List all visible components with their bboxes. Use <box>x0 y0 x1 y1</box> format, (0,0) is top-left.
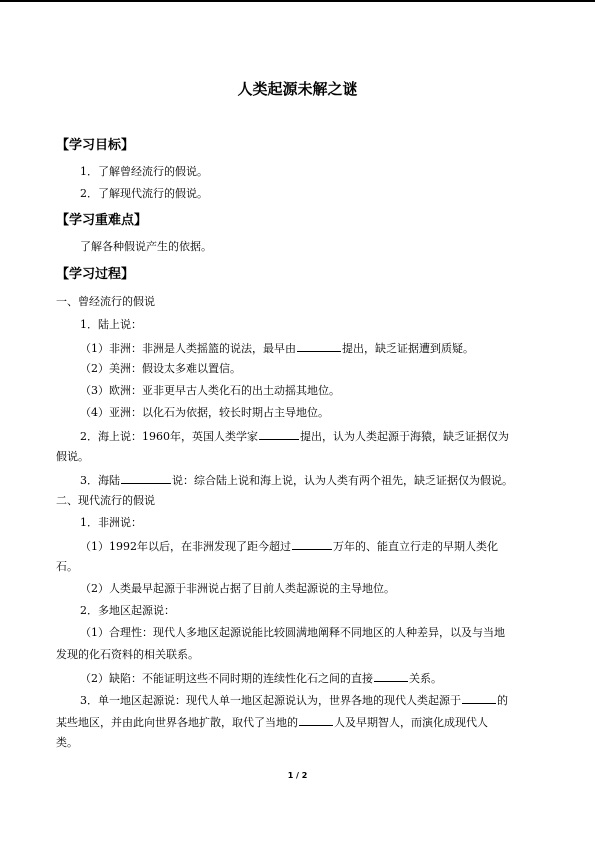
section-heading-key-points: 【学习重难点】 <box>56 213 148 228</box>
key-point-text: 了解各种假说产生的依据。 <box>80 240 212 253</box>
africa-fossil-line: （1）1992年以后，在非洲发现了距今超过 万年的、能直立行走的早期人类化 <box>80 540 498 553</box>
multi-region-title: 2．多地区起源说： <box>80 604 175 617</box>
part1-heading: 一、曾经流行的假说 <box>56 295 155 308</box>
part2-heading: 二、现代流行的假说 <box>56 494 155 507</box>
america-line: （2）美洲：假设太多难以置信。 <box>80 362 241 375</box>
africa-theory-title: 1．非洲说： <box>80 516 142 529</box>
page-number: 1 / 2 <box>287 771 308 780</box>
single-region-line: 3．单一地区起源说：现代人单一地区起源说认为，世界各地的现代人类起源于 的 <box>80 694 508 707</box>
document-title: 人类起源未解之谜 <box>237 80 358 98</box>
top-rule <box>0 0 595 2</box>
goal-item: 1．了解曾经流行的假说。 <box>80 165 208 178</box>
fill-blank[interactable] <box>297 340 341 352</box>
africa-line: （1）非洲：非洲是人类摇篮的说法，最早由 提出，缺乏证据遭到质疑。 <box>80 342 474 355</box>
land-theory-title: 1．陆上说： <box>80 318 142 331</box>
single-region-cont: 某些地区，并由此向世界各地扩散，取代了当地的 人及早期智人，而演化成现代人 <box>56 716 488 729</box>
europe-line: （3）欧洲：亚非更早古人类化石的出土动摇其地位。 <box>80 384 340 397</box>
goal-item: 2．了解现代流行的假说。 <box>80 187 208 200</box>
multi-region-rationale: （1）合理性：现代人多地区起源说能比较圆满地阐释不同地区的人种差异，以及与当地 <box>80 626 505 639</box>
fill-blank[interactable] <box>259 428 299 440</box>
fill-blank[interactable] <box>292 538 332 550</box>
fill-blank[interactable] <box>121 472 171 484</box>
africa-fossil-cont: 石。 <box>56 560 78 573</box>
sea-theory-cont: 假说。 <box>56 450 89 463</box>
multi-region-flaw: （2）缺陷：不能证明这些不同时期的连续性化石之间的直接 关系。 <box>80 672 442 685</box>
sea-theory-line: 2．海上说：1960年，英国人类学家 提出，认为人类起源于海猿，缺乏证据仅为 <box>80 430 509 443</box>
single-region-end: 类。 <box>56 736 78 749</box>
africa-dominant-line: （2）人类最早起源于非洲说占据了目前人类起源说的主导地位。 <box>80 582 395 595</box>
section-heading-process: 【学习过程】 <box>56 267 135 282</box>
land-sea-line: 3．海陆 说：综合陆上说和海上说，认为人类有两个祖先，缺乏证据仅为假说。 <box>80 474 513 487</box>
section-heading-goals: 【学习目标】 <box>56 138 135 153</box>
multi-region-rationale-cont: 发现的化石资料的相关联系。 <box>56 648 199 661</box>
fill-blank[interactable] <box>462 692 496 704</box>
fill-blank[interactable] <box>374 670 408 682</box>
fill-blank[interactable] <box>299 714 333 726</box>
asia-line: （4）亚洲：以化石为依据，较长时期占主导地位。 <box>80 406 329 419</box>
